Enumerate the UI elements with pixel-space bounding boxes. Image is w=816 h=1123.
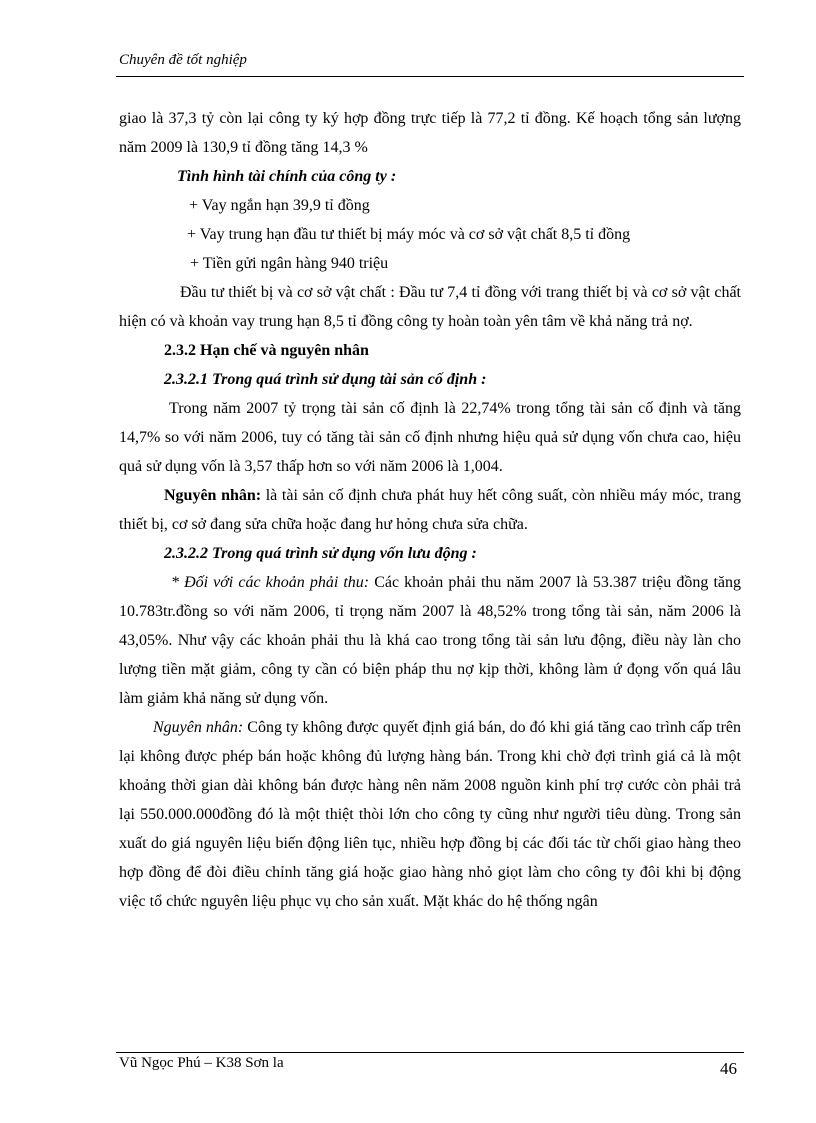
paragraph-fixed-assets: Trong năm 2007 tỷ trọng tài sản cố định là 22,74% trong tổng tài sản cố định và tăng 14,7% so với năm 2006, tuy có tăng tài sản cố định nhưng hiệu quả sử dụng vốn chưa cao, hiệu quả sử dụng vốn là 3,57 thấp hơn so với năm 2006 là 1,004. xyxy=(119,400,741,475)
finance-item-short-term-loan: + Vay ngắn hạn 39,9 tỉ đồng xyxy=(189,197,370,214)
paragraph-investment: Đầu tư thiết bị và cơ sở vật chất : Đầu tư 7,4 tỉ đồng với trang thiết bị và cơ sở vật chất hiện có và khoản vay trung hạn 8,5 tỉ đồng công ty hoàn toàn yên tâm về khả năng trả nợ. xyxy=(119,284,741,330)
document-body xyxy=(119,104,741,916)
cause-text: là tài sản cố định chưa phát huy hết công suất, còn nhiều máy móc, trang thiết bị, cơ sở đang sửa chữa hoặc đang hư hỏng chưa sửa chữa. xyxy=(119,487,741,533)
section-heading-2-3-2-1: 2.3.2.1 Trong quá trình sử dụng tài sản cố định : xyxy=(164,371,487,388)
finance-item-medium-term-loan: + Vay trung hạn đầu tư thiết bị máy móc và cơ sở vật chất 8,5 tỉ đồng xyxy=(187,226,631,243)
section-heading-2-3-2: 2.3.2 Hạn chế và nguyên nhân xyxy=(164,342,369,359)
footer-author: Vũ Ngọc Phú – K38 Sơn la xyxy=(119,1055,284,1071)
cause-label: Nguyên nhân: xyxy=(153,719,244,736)
paragraph-production-plan: giao là 37,3 tỷ còn lại công ty ký hợp đồng trực tiếp là 77,2 tỉ đồng. Kế hoạch tổng sản lượng năm 2009 là 130,9 tỉ đồng tăng 14,3 % xyxy=(119,110,741,156)
page-number: 46 xyxy=(720,1059,737,1078)
receivables-label: * Đối với các khoản phải thu: xyxy=(171,574,370,591)
running-header: Chuyên đề tốt nghiệp xyxy=(119,52,247,68)
paragraph-receivables-cause xyxy=(119,713,741,916)
paragraph-fixed-assets-cause xyxy=(119,481,741,539)
receivables-text: Các khoản phải thu năm 2007 là 53.387 triệu đồng tăng 10.783tr.đồng so với năm 2006, tỉ trọng năm 2007 là 48,52% trong tổng tài sản, năm 2006 là 43,05%. Như vậy các khoản phải thu là khá cao trong tổng tài sản lưu động, điều này làn cho lượng tiền mặt giảm, công ty cần có biện pháp thu nợ kịp thời, không làm ứ đọng vốn quá lâu làm giảm khả năng sử dụng vốn. xyxy=(119,574,741,707)
paragraph-receivables xyxy=(119,568,741,713)
footer-divider xyxy=(116,1052,744,1053)
header-divider xyxy=(116,76,744,77)
finance-item-bank-deposit: + Tiền gửi ngân hàng 940 triệu xyxy=(190,255,389,272)
finance-heading: Tình hình tài chính của công ty : xyxy=(177,168,397,185)
cause-label: Nguyên nhân: xyxy=(164,487,262,504)
cause-text: Công ty không được quyết định giá bán, do đó khi giá tăng cao trình cấp trên lại không được phép bán hoặc không đủ lượng hàng bán. Trong khi chờ đợi trình giá cả là một khoảng thời gian dài không bán được hàng nên năm 2008 nguồn kinh phí trợ cước còn phải trả lại 550.000.000đồng đó là một thiệt thòi lớn cho công ty cũng như người tiêu dùng. Trong sản xuất do giá nguyên liệu biến động liên tục, nhiều hợp đồng bị các đối tác từ chối giao hàng theo hợp đồng để đòi điều chỉnh tăng giá hoặc giao hàng nhỏ giọt làm cho công ty đôi khi bị động việc tổ chức nguyên liệu phục vụ cho sản xuất. Mặt khác do hệ thống ngân xyxy=(119,719,742,910)
section-heading-2-3-2-2: 2.3.2.2 Trong quá trình sử dụng vốn lưu động : xyxy=(164,545,477,562)
